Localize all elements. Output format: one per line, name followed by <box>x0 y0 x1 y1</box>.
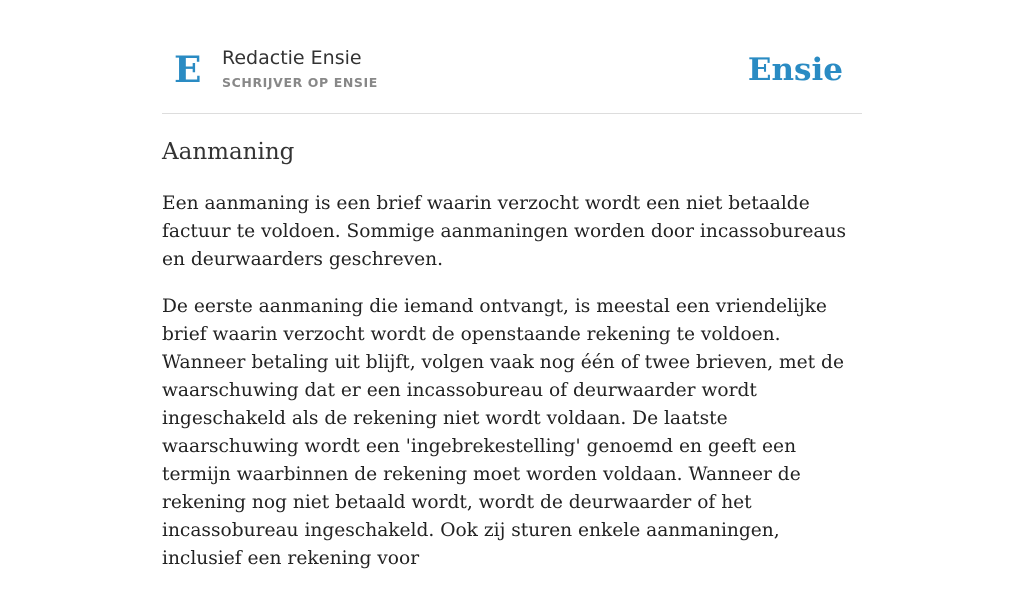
author-avatar-logo[interactable]: E <box>174 49 202 91</box>
author-name[interactable]: Redactie Ensie <box>222 47 362 69</box>
article-body <box>162 190 862 592</box>
article-title: Aanmaning <box>162 139 295 165</box>
brand-logo[interactable]: Ensie <box>747 52 843 88</box>
author-header <box>162 0 862 114</box>
article-paragraph: De eerste aanmaning die iemand ontvangt, is meestal een vriendelijke brief waarin verzocht wordt de openstaande rekening te voldoen. Wanneer betaling uit blijft, volgen vaak nog één of twee brieven, met de waarschuwing dat er een incassobureau of deurwaarder wordt ingeschakeld als de rekening niet wordt voldaan. De laatste waarschuwing wordt een 'ingebrekestelling' genoemd en geeft een termijn waarbinnen de rekening moet worden voldaan. Wanneer de rekening nog niet betaald wordt, wordt de deurwaarder of het incassobureau ingeschakeld. Ook zij sturen enkele aanmaningen, inclusief een rekening voor <box>162 296 844 569</box>
page-container <box>162 0 862 569</box>
author-role: SCHRIJVER OP ENSIE <box>222 75 378 90</box>
article-paragraph: Een aanmaning is een brief waarin verzocht wordt een niet betaalde factuur te voldoen. Sommige aanmaningen worden door incassobureaus en deurwaarders geschreven. <box>162 193 846 270</box>
